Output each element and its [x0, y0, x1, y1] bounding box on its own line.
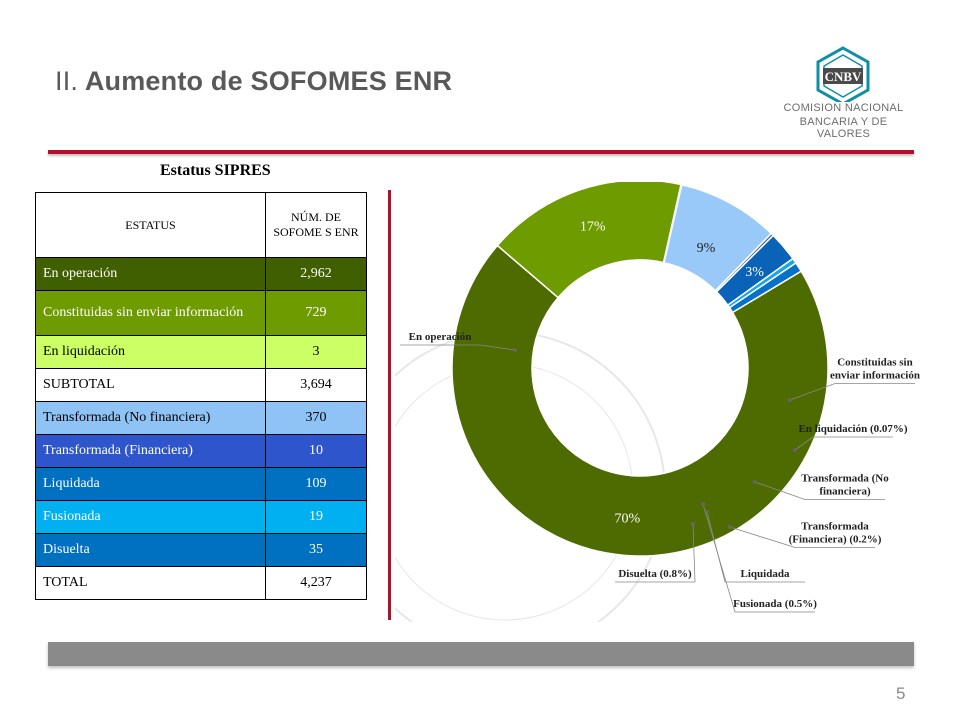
- table-row: [36, 468, 367, 501]
- row-status-label: En operación: [36, 258, 266, 291]
- row-status-label: En liquidación: [36, 336, 266, 369]
- row-status-label: Transformada (Financiera): [36, 435, 266, 468]
- slice-percent-label: 17%: [579, 219, 606, 235]
- slice-category-label: enviar información: [830, 369, 920, 382]
- row-status-label: TOTAL: [36, 567, 266, 600]
- leader-dot: [793, 448, 797, 452]
- leader-line: [730, 527, 795, 548]
- table-row: [36, 534, 367, 567]
- slice-percent-label: 70%: [614, 511, 641, 527]
- table-row: [36, 291, 367, 336]
- row-count-value: 3: [266, 336, 367, 369]
- leader-dot: [691, 522, 695, 526]
- leader-dot: [701, 502, 705, 506]
- leader-dot: [728, 525, 732, 529]
- cnbv-emblem-icon: [776, 46, 911, 102]
- leader-dot: [753, 480, 757, 484]
- col-header-status: ESTATUS: [36, 193, 266, 258]
- table-row: [36, 501, 367, 534]
- table-row: [36, 402, 367, 435]
- row-status-label: Constituidas sin enviar información: [36, 291, 266, 336]
- row-count-value: 2,962: [266, 258, 367, 291]
- doughnut-chart-svg: [395, 182, 955, 622]
- doughnut-chart: [395, 182, 955, 622]
- slice-percent-label: 9%: [696, 240, 716, 256]
- slice-category-label: Disuelta (0.8%): [618, 568, 692, 580]
- slice-category-label: En operación: [408, 331, 472, 343]
- table-row: [36, 435, 367, 468]
- slice-0: [452, 245, 828, 556]
- row-status-label: Disuelta: [36, 534, 266, 567]
- slice-category-label: Transformada (No: [801, 472, 889, 485]
- logo-acronym: CNBV: [824, 69, 862, 84]
- row-status-label: Fusionada: [36, 501, 266, 534]
- vertical-divider: [388, 190, 391, 620]
- table-row: [36, 567, 367, 600]
- slice-category-label: Liquidada: [740, 568, 790, 580]
- row-count-value: 10: [266, 435, 367, 468]
- slice-category-label: Constituidas sin: [837, 356, 913, 369]
- row-count-value: 3,694: [266, 369, 367, 402]
- slice-category-label: financiera): [819, 485, 871, 498]
- table-title: Estatus SIPRES: [160, 162, 271, 179]
- top-divider: [48, 150, 914, 154]
- row-count-value: 370: [266, 402, 367, 435]
- slice-category-label: Fusionada (0.5%): [733, 598, 817, 610]
- footer-bar: [48, 642, 914, 666]
- table-row: [36, 336, 367, 369]
- page-number: 5: [896, 684, 906, 703]
- row-status-label: Transformada (No financiera): [36, 402, 266, 435]
- table-header-row: [36, 193, 367, 258]
- cnbv-logo: [776, 46, 911, 140]
- slice-category-label: En liquidación (0.07%): [798, 423, 908, 435]
- logo-org-line2: BANCARIA Y DE VALORES: [799, 116, 888, 140]
- row-count-value: 4,237: [266, 567, 367, 600]
- row-count-value: 35: [266, 534, 367, 567]
- table-row: [36, 258, 367, 291]
- slice-category-label: Transformada: [801, 520, 869, 533]
- slice-category-label: (Financiera) (0.2%): [788, 533, 882, 546]
- row-count-value: 109: [266, 468, 367, 501]
- leader-dot: [788, 398, 792, 402]
- row-status-label: SUBTOTAL: [36, 369, 266, 402]
- row-count-value: 19: [266, 501, 367, 534]
- page-title: [55, 66, 452, 97]
- col-header-count: NÚM. DE SOFOME S ENR: [266, 193, 367, 258]
- row-status-label: Liquidada: [36, 468, 266, 501]
- title-numeral: II.: [55, 66, 79, 96]
- slice-percent-label: 3%: [745, 265, 764, 281]
- logo-org-line1: COMISION NACIONAL: [783, 102, 904, 114]
- status-table: [35, 192, 367, 600]
- table-row: [36, 369, 367, 402]
- row-count-value: 729: [266, 291, 367, 336]
- leader-dot: [513, 348, 517, 352]
- title-text: Aumento de SOFOMES ENR: [84, 66, 453, 96]
